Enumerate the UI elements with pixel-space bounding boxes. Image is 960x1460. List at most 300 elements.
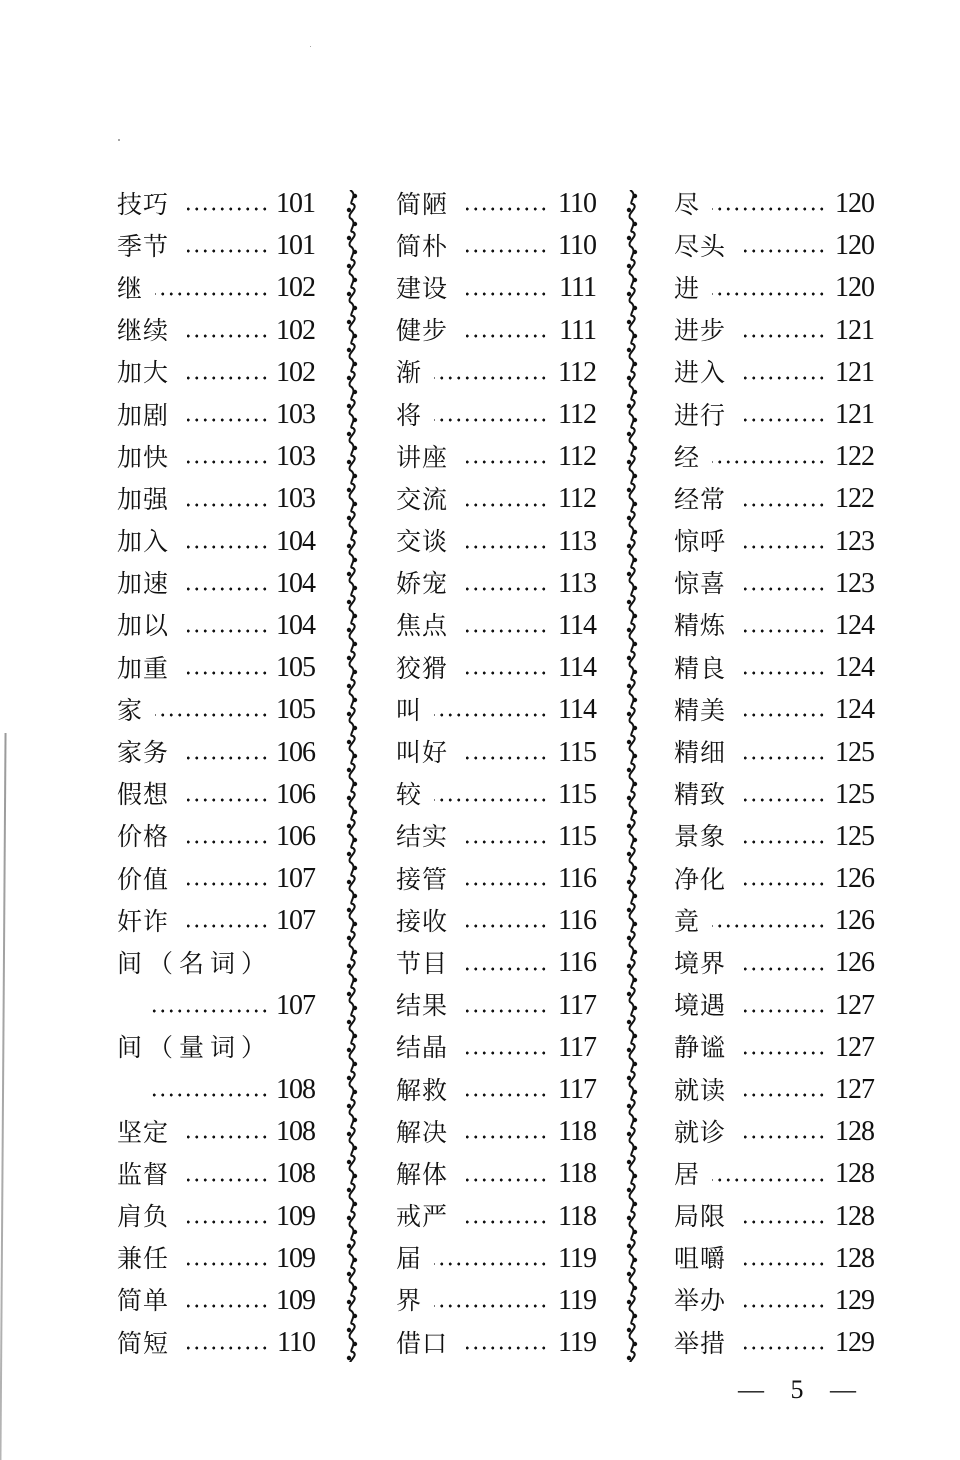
leader-dots — [466, 545, 548, 549]
entry-term: 惊呼 — [674, 527, 727, 557]
entry-page-number: 109 — [276, 1284, 315, 1316]
leader-dots — [187, 249, 269, 253]
index-entry — [117, 1238, 317, 1280]
index-entry — [674, 225, 874, 267]
entry-term: 接管 — [396, 864, 449, 894]
index-entry — [117, 521, 317, 563]
entry-page-number: 107 — [276, 905, 315, 937]
entry-page-number: 119 — [558, 1327, 596, 1359]
entry-page-number: 128 — [835, 1200, 874, 1232]
entry-term: 加入 — [117, 527, 170, 557]
leader-dots — [744, 334, 826, 338]
index-entry — [117, 310, 317, 352]
entry-page-number: 124 — [835, 652, 874, 684]
leader-dots — [744, 967, 826, 971]
entry-page-number: 115 — [558, 778, 596, 810]
entry-page-number: 102 — [276, 356, 315, 388]
entry-page-number: 121 — [835, 356, 874, 388]
leader-dots — [187, 924, 269, 928]
leader-dots — [187, 1135, 269, 1139]
leader-dots — [187, 334, 269, 338]
entry-page-number: 125 — [835, 778, 874, 810]
index-entry — [117, 858, 317, 900]
entry-page-number: 121 — [835, 399, 874, 431]
entry-term: 叫 — [396, 695, 423, 725]
leader-dots — [466, 756, 548, 760]
entry-page-number: 114 — [558, 652, 596, 684]
entry-page-number: 128 — [835, 1158, 874, 1190]
index-entry-continuation — [117, 1069, 317, 1111]
entry-page-number: 117 — [558, 1074, 596, 1106]
leader-dots — [744, 882, 826, 886]
entry-term: 结果 — [396, 991, 449, 1021]
leader-dots — [744, 1009, 826, 1013]
entry-page-number: 117 — [558, 989, 596, 1021]
index-entry — [674, 1322, 874, 1364]
index-entry — [396, 225, 596, 267]
entry-term: 将 — [396, 400, 423, 430]
leader-dots — [744, 249, 826, 253]
entry-page-number: 125 — [835, 736, 874, 768]
entry-term: 借口 — [396, 1328, 449, 1358]
index-entry — [117, 352, 317, 394]
leader-dots — [187, 882, 269, 886]
entry-term: 解决 — [396, 1117, 449, 1147]
entry-term: 经 — [674, 442, 701, 472]
leader-dots — [466, 1093, 548, 1097]
index-entry — [396, 1069, 596, 1111]
index-entry — [117, 267, 317, 309]
leader-dots — [466, 503, 548, 507]
leader-dots — [187, 418, 269, 422]
leader-dots — [466, 1009, 548, 1013]
entry-page-number: 113 — [558, 525, 596, 557]
index-entry — [117, 1153, 317, 1195]
entry-page-number: 106 — [276, 820, 315, 852]
leader-dots — [187, 798, 269, 802]
index-entry — [117, 1280, 317, 1322]
entry-term: 进 — [674, 273, 701, 303]
entry-page-number: 108 — [276, 1158, 315, 1190]
entry-term: 家务 — [117, 738, 170, 768]
entry-term: 就诊 — [674, 1117, 727, 1147]
leader-dots — [187, 376, 269, 380]
index-entry — [674, 183, 874, 225]
entry-page-number: 106 — [276, 778, 315, 810]
entry-page-number: 102 — [276, 272, 315, 304]
entry-term: 竟 — [674, 906, 701, 936]
index-entry — [396, 689, 596, 731]
entry-term: 精良 — [674, 653, 727, 683]
leader-dots — [187, 629, 269, 633]
entry-page-number: 120 — [835, 272, 874, 304]
index-entry — [396, 436, 596, 478]
entry-page-number: 124 — [835, 609, 874, 641]
entry-term: 间（量词） — [117, 1033, 273, 1063]
index-entry — [117, 900, 317, 942]
leader-dots — [466, 1220, 548, 1224]
entry-term: 加重 — [117, 653, 170, 683]
entry-page-number: 123 — [835, 525, 874, 557]
entry-term: 经常 — [674, 484, 727, 514]
leader-dots — [744, 713, 826, 717]
leader-dots — [744, 798, 826, 802]
entry-page-number: 105 — [276, 652, 315, 684]
leader-dots — [744, 1051, 826, 1055]
entry-term: 季节 — [117, 231, 170, 261]
index-entry — [396, 900, 596, 942]
entry-term: 焦点 — [396, 611, 449, 641]
leader-dots — [466, 587, 548, 591]
leader-dots — [466, 629, 548, 633]
leader-dots — [744, 587, 826, 591]
entry-term: 简单 — [117, 1286, 170, 1316]
index-entry — [674, 1238, 874, 1280]
entry-page-number: 127 — [835, 989, 874, 1021]
leader-dots — [434, 1262, 548, 1266]
index-entry — [396, 352, 596, 394]
entry-page-number: 108 — [276, 1116, 315, 1148]
entry-term: 叫好 — [396, 738, 449, 768]
entry-page-number: 128 — [835, 1242, 874, 1274]
entry-term: 境界 — [674, 948, 727, 978]
leader-dots — [187, 1178, 269, 1182]
entry-page-number: 111 — [559, 314, 596, 346]
index-entry — [117, 436, 317, 478]
index-entry — [396, 1027, 596, 1069]
entry-term: 节目 — [396, 948, 449, 978]
leader-dots — [149, 1009, 269, 1013]
leader-dots — [744, 1346, 826, 1350]
entry-page-number: 117 — [558, 1031, 596, 1063]
leader-dots — [744, 1220, 826, 1224]
leader-dots — [744, 503, 826, 507]
entry-page-number: 127 — [835, 1074, 874, 1106]
entry-term: 咀嚼 — [674, 1244, 727, 1274]
entry-term: 精细 — [674, 738, 727, 768]
index-entry — [117, 689, 317, 731]
leader-dots — [744, 1093, 826, 1097]
entry-page-number: 116 — [558, 947, 596, 979]
entry-term: 进行 — [674, 400, 727, 430]
index-entry — [396, 1111, 596, 1153]
entry-page-number: 128 — [835, 1116, 874, 1148]
index-entry — [117, 183, 317, 225]
leader-dots — [466, 1178, 548, 1182]
leader-dots — [744, 840, 826, 844]
leader-dots — [434, 1304, 548, 1308]
leader-dots — [744, 756, 826, 760]
entry-page-number: 118 — [558, 1116, 596, 1148]
leader-dots — [744, 629, 826, 633]
leader-dots — [187, 207, 269, 211]
index-entry — [396, 605, 596, 647]
entry-term: 交谈 — [396, 527, 449, 557]
leader-dots — [187, 1262, 269, 1266]
entry-term: 加快 — [117, 442, 170, 472]
wavy-separator-icon — [345, 190, 361, 1362]
index-entry — [674, 1153, 874, 1195]
leader-dots — [187, 840, 269, 844]
entry-page-number: 104 — [276, 525, 315, 557]
entry-term: 简朴 — [396, 231, 449, 261]
leader-dots — [187, 671, 269, 675]
entry-page-number: 123 — [835, 567, 874, 599]
index-entry — [396, 731, 596, 773]
page-number: — 5 — — [738, 1375, 866, 1404]
entry-page-number: 112 — [558, 441, 596, 473]
leader-dots — [712, 1178, 826, 1182]
entry-term: 监督 — [117, 1159, 170, 1189]
index-entry — [674, 774, 874, 816]
entry-term: 尽 — [674, 189, 701, 219]
index-entry — [117, 816, 317, 858]
entry-page-number: 109 — [276, 1242, 315, 1274]
leader-dots — [712, 292, 826, 296]
index-column-3 — [674, 183, 874, 1364]
index-entry — [117, 563, 317, 605]
index-entry — [396, 267, 596, 309]
index-entry — [117, 478, 317, 520]
index-entry-continuation — [117, 985, 317, 1027]
index-entry — [117, 394, 317, 436]
entry-term: 简陋 — [396, 189, 449, 219]
entry-page-number: 105 — [276, 694, 315, 726]
entry-term: 精致 — [674, 780, 727, 810]
entry-page-number: 112 — [558, 399, 596, 431]
entry-term: 健步 — [396, 316, 449, 346]
leader-dots — [712, 207, 826, 211]
index-entry — [117, 774, 317, 816]
leader-dots — [434, 376, 548, 380]
entry-page-number: 122 — [835, 441, 874, 473]
entry-term: 结实 — [396, 822, 449, 852]
entry-page-number: 119 — [558, 1284, 596, 1316]
index-entry — [396, 942, 596, 984]
entry-page-number: 103 — [276, 441, 315, 473]
entry-term: 讲座 — [396, 442, 449, 472]
index-entry — [674, 1111, 874, 1153]
entry-term: 坚定 — [117, 1117, 170, 1147]
entry-term: 接收 — [396, 906, 449, 936]
entry-term: 狡猾 — [396, 653, 449, 683]
entry-page-number: 114 — [558, 609, 596, 641]
entry-page-number: 104 — [276, 609, 315, 641]
index-entry — [117, 605, 317, 647]
leader-dots — [466, 292, 548, 296]
entry-term: 惊喜 — [674, 569, 727, 599]
leader-dots — [466, 882, 548, 886]
index-entry — [396, 1322, 596, 1364]
entry-page-number: 127 — [835, 1031, 874, 1063]
leader-dots — [744, 1262, 826, 1266]
index-entry — [674, 1196, 874, 1238]
leader-dots — [466, 1135, 548, 1139]
index-entry — [674, 352, 874, 394]
leader-dots — [187, 587, 269, 591]
entry-page-number: 121 — [835, 314, 874, 346]
index-entry — [674, 310, 874, 352]
entry-term: 解救 — [396, 1075, 449, 1105]
entry-page-number: 110 — [277, 1327, 315, 1359]
entry-term: 渐 — [396, 358, 423, 388]
entry-page-number: 120 — [835, 188, 874, 220]
entry-page-number: 114 — [558, 694, 596, 726]
leader-dots — [187, 545, 269, 549]
entry-term: 加速 — [117, 569, 170, 599]
index-entry — [396, 478, 596, 520]
entry-page-number: 107 — [276, 863, 315, 895]
leader-dots — [187, 460, 269, 464]
entry-term: 境遇 — [674, 991, 727, 1021]
entry-term: 景象 — [674, 822, 727, 852]
entry-term: 精炼 — [674, 611, 727, 641]
entry-term: 加以 — [117, 611, 170, 641]
entry-term: 居 — [674, 1159, 701, 1189]
index-entry — [396, 774, 596, 816]
leader-dots — [466, 1346, 548, 1350]
index-entry — [674, 436, 874, 478]
entry-page-number: 126 — [835, 863, 874, 895]
index-column-1 — [117, 183, 317, 1364]
index-entry — [674, 394, 874, 436]
leader-dots — [712, 460, 826, 464]
entry-page-number: 115 — [558, 736, 596, 768]
leader-dots — [744, 418, 826, 422]
entry-term: 继 — [117, 273, 144, 303]
leader-dots — [466, 671, 548, 675]
entry-page-number: 103 — [276, 483, 315, 515]
entry-page-number: 113 — [558, 567, 596, 599]
index-entry — [396, 310, 596, 352]
index-entry — [674, 731, 874, 773]
entry-page-number: 109 — [276, 1200, 315, 1232]
entry-term: 价格 — [117, 822, 170, 852]
leader-dots — [466, 840, 548, 844]
entry-term: 兼任 — [117, 1244, 170, 1274]
index-entry — [674, 858, 874, 900]
entry-term: 娇宠 — [396, 569, 449, 599]
leader-dots — [434, 418, 548, 422]
index-entry — [674, 985, 874, 1027]
index-entry — [396, 183, 596, 225]
entry-term: 进入 — [674, 358, 727, 388]
index-entry — [396, 1153, 596, 1195]
entry-term: 局限 — [674, 1202, 727, 1232]
index-entry — [396, 521, 596, 563]
index-entry — [117, 1111, 317, 1153]
index-entry-heading — [117, 942, 317, 984]
entry-page-number: 108 — [276, 1074, 315, 1106]
leader-dots — [744, 1304, 826, 1308]
leader-dots — [187, 1220, 269, 1224]
index-entry — [396, 563, 596, 605]
entry-term: 间（名词） — [117, 948, 273, 978]
entry-page-number: 116 — [558, 905, 596, 937]
entry-term: 建设 — [396, 273, 449, 303]
entry-page-number: 104 — [276, 567, 315, 599]
index-entry — [117, 225, 317, 267]
entry-page-number: 118 — [558, 1200, 596, 1232]
leader-dots — [187, 503, 269, 507]
leader-dots — [155, 292, 269, 296]
index-entry — [674, 1027, 874, 1069]
leader-dots — [466, 1051, 548, 1055]
index-entry — [396, 858, 596, 900]
entry-term: 结晶 — [396, 1033, 449, 1063]
entry-page-number: 101 — [276, 230, 315, 262]
scan-speck — [118, 139, 120, 141]
entry-page-number: 120 — [835, 230, 874, 262]
entry-page-number: 107 — [276, 989, 315, 1021]
entry-term: 就读 — [674, 1075, 727, 1105]
index-entry — [674, 605, 874, 647]
entry-page-number: 110 — [558, 188, 596, 220]
entry-term: 静谧 — [674, 1033, 727, 1063]
leader-dots — [155, 713, 269, 717]
leader-dots — [466, 967, 548, 971]
leader-dots — [466, 460, 548, 464]
index-entry — [674, 689, 874, 731]
entry-term: 奸诈 — [117, 906, 170, 936]
index-entry — [396, 394, 596, 436]
leader-dots — [466, 207, 548, 211]
leader-dots — [149, 1093, 269, 1097]
entry-term: 界 — [396, 1286, 423, 1316]
entry-page-number: 115 — [558, 820, 596, 852]
entry-term: 技巧 — [117, 189, 170, 219]
leader-dots — [744, 671, 826, 675]
entry-page-number: 129 — [835, 1284, 874, 1316]
entry-term: 解体 — [396, 1159, 449, 1189]
entry-term: 较 — [396, 780, 423, 810]
leader-dots — [744, 1135, 826, 1139]
entry-page-number: 122 — [835, 483, 874, 515]
wavy-separator-icon — [625, 190, 641, 1362]
entry-page-number: 129 — [835, 1327, 874, 1359]
entry-term: 届 — [396, 1244, 423, 1274]
entry-term: 进步 — [674, 316, 727, 346]
entry-term: 简短 — [117, 1328, 170, 1358]
entry-term: 肩负 — [117, 1202, 170, 1232]
leader-dots — [466, 334, 548, 338]
entry-term: 价值 — [117, 864, 170, 894]
entry-page-number: 111 — [559, 272, 596, 304]
index-column-2 — [396, 183, 596, 1364]
entry-page-number: 126 — [835, 905, 874, 937]
entry-term: 交流 — [396, 484, 449, 514]
entry-term: 举措 — [674, 1328, 727, 1358]
index-entry — [396, 1196, 596, 1238]
entry-page-number: 118 — [558, 1158, 596, 1190]
index-entry — [674, 900, 874, 942]
entry-term: 加大 — [117, 358, 170, 388]
entry-term: 家 — [117, 695, 144, 725]
leader-dots — [187, 756, 269, 760]
leader-dots — [466, 924, 548, 928]
index-entry — [396, 1280, 596, 1322]
index-entry — [117, 1322, 317, 1364]
index-entry — [396, 647, 596, 689]
entry-page-number: 112 — [558, 483, 596, 515]
index-entry — [674, 563, 874, 605]
entry-page-number: 103 — [276, 399, 315, 431]
entry-term: 举办 — [674, 1286, 727, 1316]
entry-term: 尽头 — [674, 231, 727, 261]
entry-page-number: 126 — [835, 947, 874, 979]
leader-dots — [434, 713, 548, 717]
entry-page-number: 124 — [835, 694, 874, 726]
